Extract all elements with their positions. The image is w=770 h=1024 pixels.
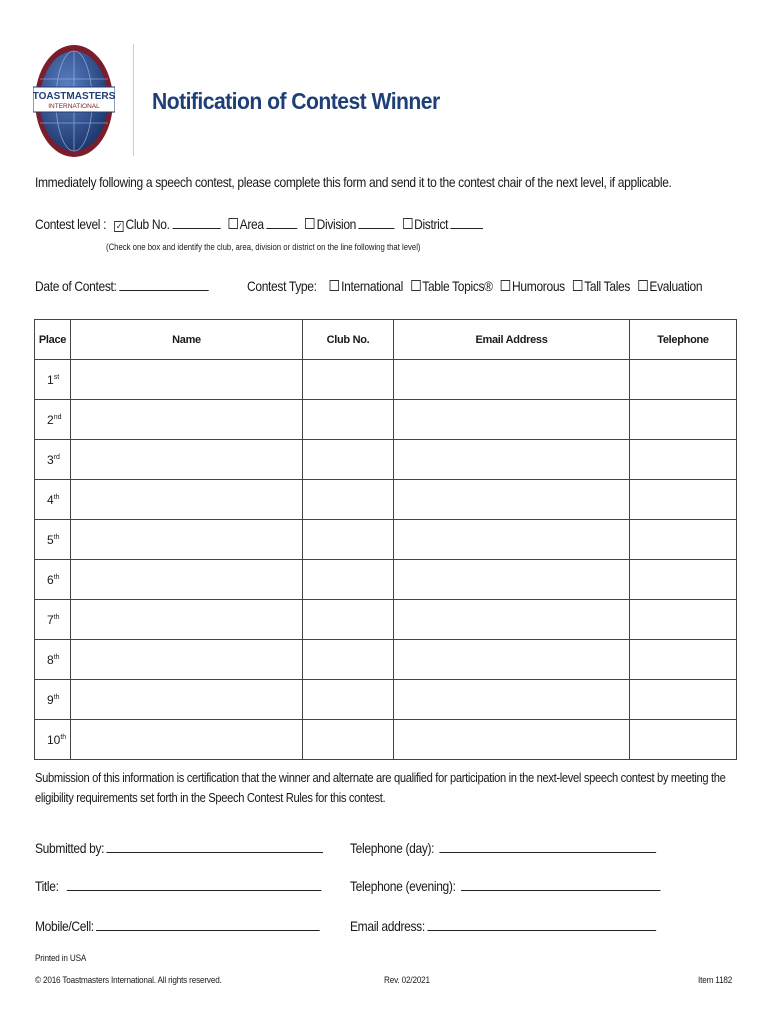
telephone-cell[interactable] [630, 680, 737, 720]
table-row [35, 360, 737, 400]
header-place: Place [35, 320, 71, 360]
email-row [350, 918, 656, 934]
date-row [35, 278, 209, 294]
toastmasters-logo [33, 43, 115, 159]
tel-evening-label: Telephone (evening): [350, 878, 456, 894]
place-number: 3 [47, 452, 54, 467]
tel-evening-field[interactable] [461, 878, 661, 891]
place-suffix: th [53, 653, 60, 661]
evaluation-label: Evaluation [649, 278, 703, 294]
club-checkbox[interactable]: ✓ [115, 221, 123, 231]
page-title: Notification of Contest Winner [152, 88, 440, 114]
telephone-cell[interactable] [630, 440, 737, 480]
contest-type-row [247, 278, 702, 294]
telephone-cell[interactable] [630, 520, 737, 560]
humorous-checkbox[interactable] [501, 280, 510, 291]
email-label: Email address: [350, 918, 425, 934]
tel-day-label: Telephone (day): [350, 840, 435, 856]
tel-day-row [350, 840, 656, 856]
submitted-by-label: Submitted by: [35, 840, 105, 856]
name-cell[interactable] [71, 560, 303, 600]
international-label: International [341, 278, 403, 294]
table-row [35, 600, 737, 640]
name-cell[interactable] [71, 600, 303, 640]
place-number: 10 [47, 732, 61, 747]
place-cell [35, 560, 71, 600]
date-label: Date of Contest: [35, 278, 117, 294]
division-checkbox[interactable] [305, 218, 314, 229]
club-option-label: Club No. [125, 216, 170, 232]
telephone-cell[interactable] [630, 360, 737, 400]
email-cell[interactable] [394, 440, 630, 480]
telephone-cell[interactable] [630, 400, 737, 440]
place-suffix: rd [53, 453, 60, 461]
place-cell [35, 680, 71, 720]
tall-tales-checkbox[interactable] [573, 280, 582, 291]
international-checkbox[interactable] [330, 280, 339, 291]
division-field[interactable] [359, 216, 395, 229]
header-telephone: Telephone [630, 320, 737, 360]
area-checkbox[interactable] [229, 218, 238, 229]
email-cell[interactable] [394, 560, 630, 600]
email-cell[interactable] [394, 720, 630, 760]
club-no-cell[interactable] [303, 440, 394, 480]
mobile-row [35, 918, 320, 934]
telephone-cell[interactable] [630, 720, 737, 760]
email-cell[interactable] [394, 640, 630, 680]
table-row [35, 520, 737, 560]
contest-level-note: (Check one box and identify the club, area, division or district on the line following that level) [106, 242, 421, 252]
email-cell[interactable] [394, 680, 630, 720]
place-cell [35, 400, 71, 440]
table-topics-checkbox[interactable] [411, 280, 420, 291]
contest-type-label: Contest Type: [247, 278, 317, 294]
club-no-cell[interactable] [303, 480, 394, 520]
humorous-label: Humorous [512, 278, 565, 294]
name-cell[interactable] [71, 440, 303, 480]
telephone-cell[interactable] [630, 640, 737, 680]
place-suffix: th [60, 733, 67, 741]
email-cell[interactable] [394, 480, 630, 520]
club-no-cell[interactable] [303, 640, 394, 680]
club-no-cell[interactable] [303, 720, 394, 760]
title-label: Title: [35, 878, 59, 894]
place-suffix: th [53, 613, 60, 621]
evaluation-checkbox[interactable] [638, 280, 647, 291]
contest-level-label: Contest level : [35, 216, 107, 232]
club-no-cell[interactable] [303, 680, 394, 720]
revision: Rev. 02/2021 [384, 975, 430, 986]
place-cell [35, 480, 71, 520]
district-checkbox[interactable] [403, 218, 412, 229]
place-cell [35, 520, 71, 560]
logo-text-top: TOASTMASTERS [33, 91, 115, 102]
area-option-label: Area [239, 216, 264, 232]
table-topics-label: Table Topics® [422, 278, 493, 294]
district-option-label: District [414, 216, 449, 232]
title-row [35, 878, 322, 894]
club-no-cell[interactable] [303, 520, 394, 560]
table-row [35, 440, 737, 480]
place-suffix: nd [53, 413, 62, 421]
header-email: Email Address [394, 320, 630, 360]
table-row [35, 720, 737, 760]
email-field[interactable] [427, 918, 656, 931]
place-number: 7 [47, 612, 54, 627]
tall-tales-label: Tall Tales [584, 278, 631, 294]
table-row [35, 400, 737, 440]
club-no-cell[interactable] [303, 360, 394, 400]
header-divider [133, 44, 134, 156]
telephone-cell[interactable] [630, 480, 737, 520]
logo-text-bottom: INTERNATIONAL [48, 103, 100, 110]
telephone-cell[interactable] [630, 600, 737, 640]
place-suffix: th [53, 573, 60, 581]
tel-day-field[interactable] [439, 840, 656, 853]
name-cell[interactable] [71, 680, 303, 720]
header-name: Name [71, 320, 303, 360]
place-suffix: th [53, 493, 60, 501]
table-header-row [35, 320, 737, 360]
place-cell [35, 600, 71, 640]
club-no-cell[interactable] [303, 560, 394, 600]
intro-text: Immediately following a speech contest, please complete this form and send it to the contest chair of the next level, if applicable. [35, 174, 672, 190]
contest-level-row [35, 216, 483, 232]
name-cell[interactable] [71, 400, 303, 440]
place-cell [35, 640, 71, 680]
place-cell [35, 720, 71, 760]
place-number: 8 [47, 652, 54, 667]
place-cell [35, 440, 71, 480]
place-suffix: th [53, 693, 60, 701]
winners-table [34, 319, 737, 760]
email-cell[interactable] [394, 520, 630, 560]
certification-text: Submission of this information is certification that the winner and alternate are qualified for participation in the next-level speech contest by meeting the eligibility requirements set forth in the Speech Contest Rules for this contest. [35, 770, 726, 805]
place-suffix: st [53, 373, 60, 381]
mobile-field[interactable] [96, 918, 320, 931]
name-cell[interactable] [71, 360, 303, 400]
table-row [35, 680, 737, 720]
mobile-label: Mobile/Cell: [35, 918, 94, 934]
email-cell[interactable] [394, 360, 630, 400]
place-cell [35, 360, 71, 400]
copyright: © 2016 Toastmasters International. All rights reserved. [35, 975, 222, 986]
district-field[interactable] [451, 216, 484, 229]
club-no-cell[interactable] [303, 600, 394, 640]
division-option-label: Division [316, 216, 357, 232]
name-cell[interactable] [71, 480, 303, 520]
title-field[interactable] [67, 878, 322, 891]
email-cell[interactable] [394, 600, 630, 640]
submitted-by-field[interactable] [107, 840, 324, 853]
club-no-cell[interactable] [303, 400, 394, 440]
place-number: 1 [47, 372, 54, 387]
place-suffix: th [53, 533, 60, 541]
table-row [35, 560, 737, 600]
place-number: 5 [47, 532, 54, 547]
item-number: Item 1182 [698, 975, 733, 986]
table-row [35, 480, 737, 520]
name-cell[interactable] [71, 520, 303, 560]
name-cell[interactable] [71, 640, 303, 680]
area-field[interactable] [266, 216, 297, 229]
tel-evening-row [350, 878, 660, 894]
header-club-no: Club No. [303, 320, 394, 360]
name-cell[interactable] [71, 720, 303, 760]
club-number-field[interactable] [172, 216, 220, 229]
email-cell[interactable] [394, 400, 630, 440]
date-field[interactable] [119, 278, 208, 291]
submitted-by-row [35, 840, 323, 856]
place-number: 4 [47, 492, 54, 507]
telephone-cell[interactable] [630, 560, 737, 600]
place-number: 9 [47, 692, 54, 707]
table-row [35, 640, 737, 680]
printed-in: Printed in USA [35, 953, 87, 964]
place-number: 2 [47, 412, 54, 427]
place-number: 6 [47, 572, 54, 587]
